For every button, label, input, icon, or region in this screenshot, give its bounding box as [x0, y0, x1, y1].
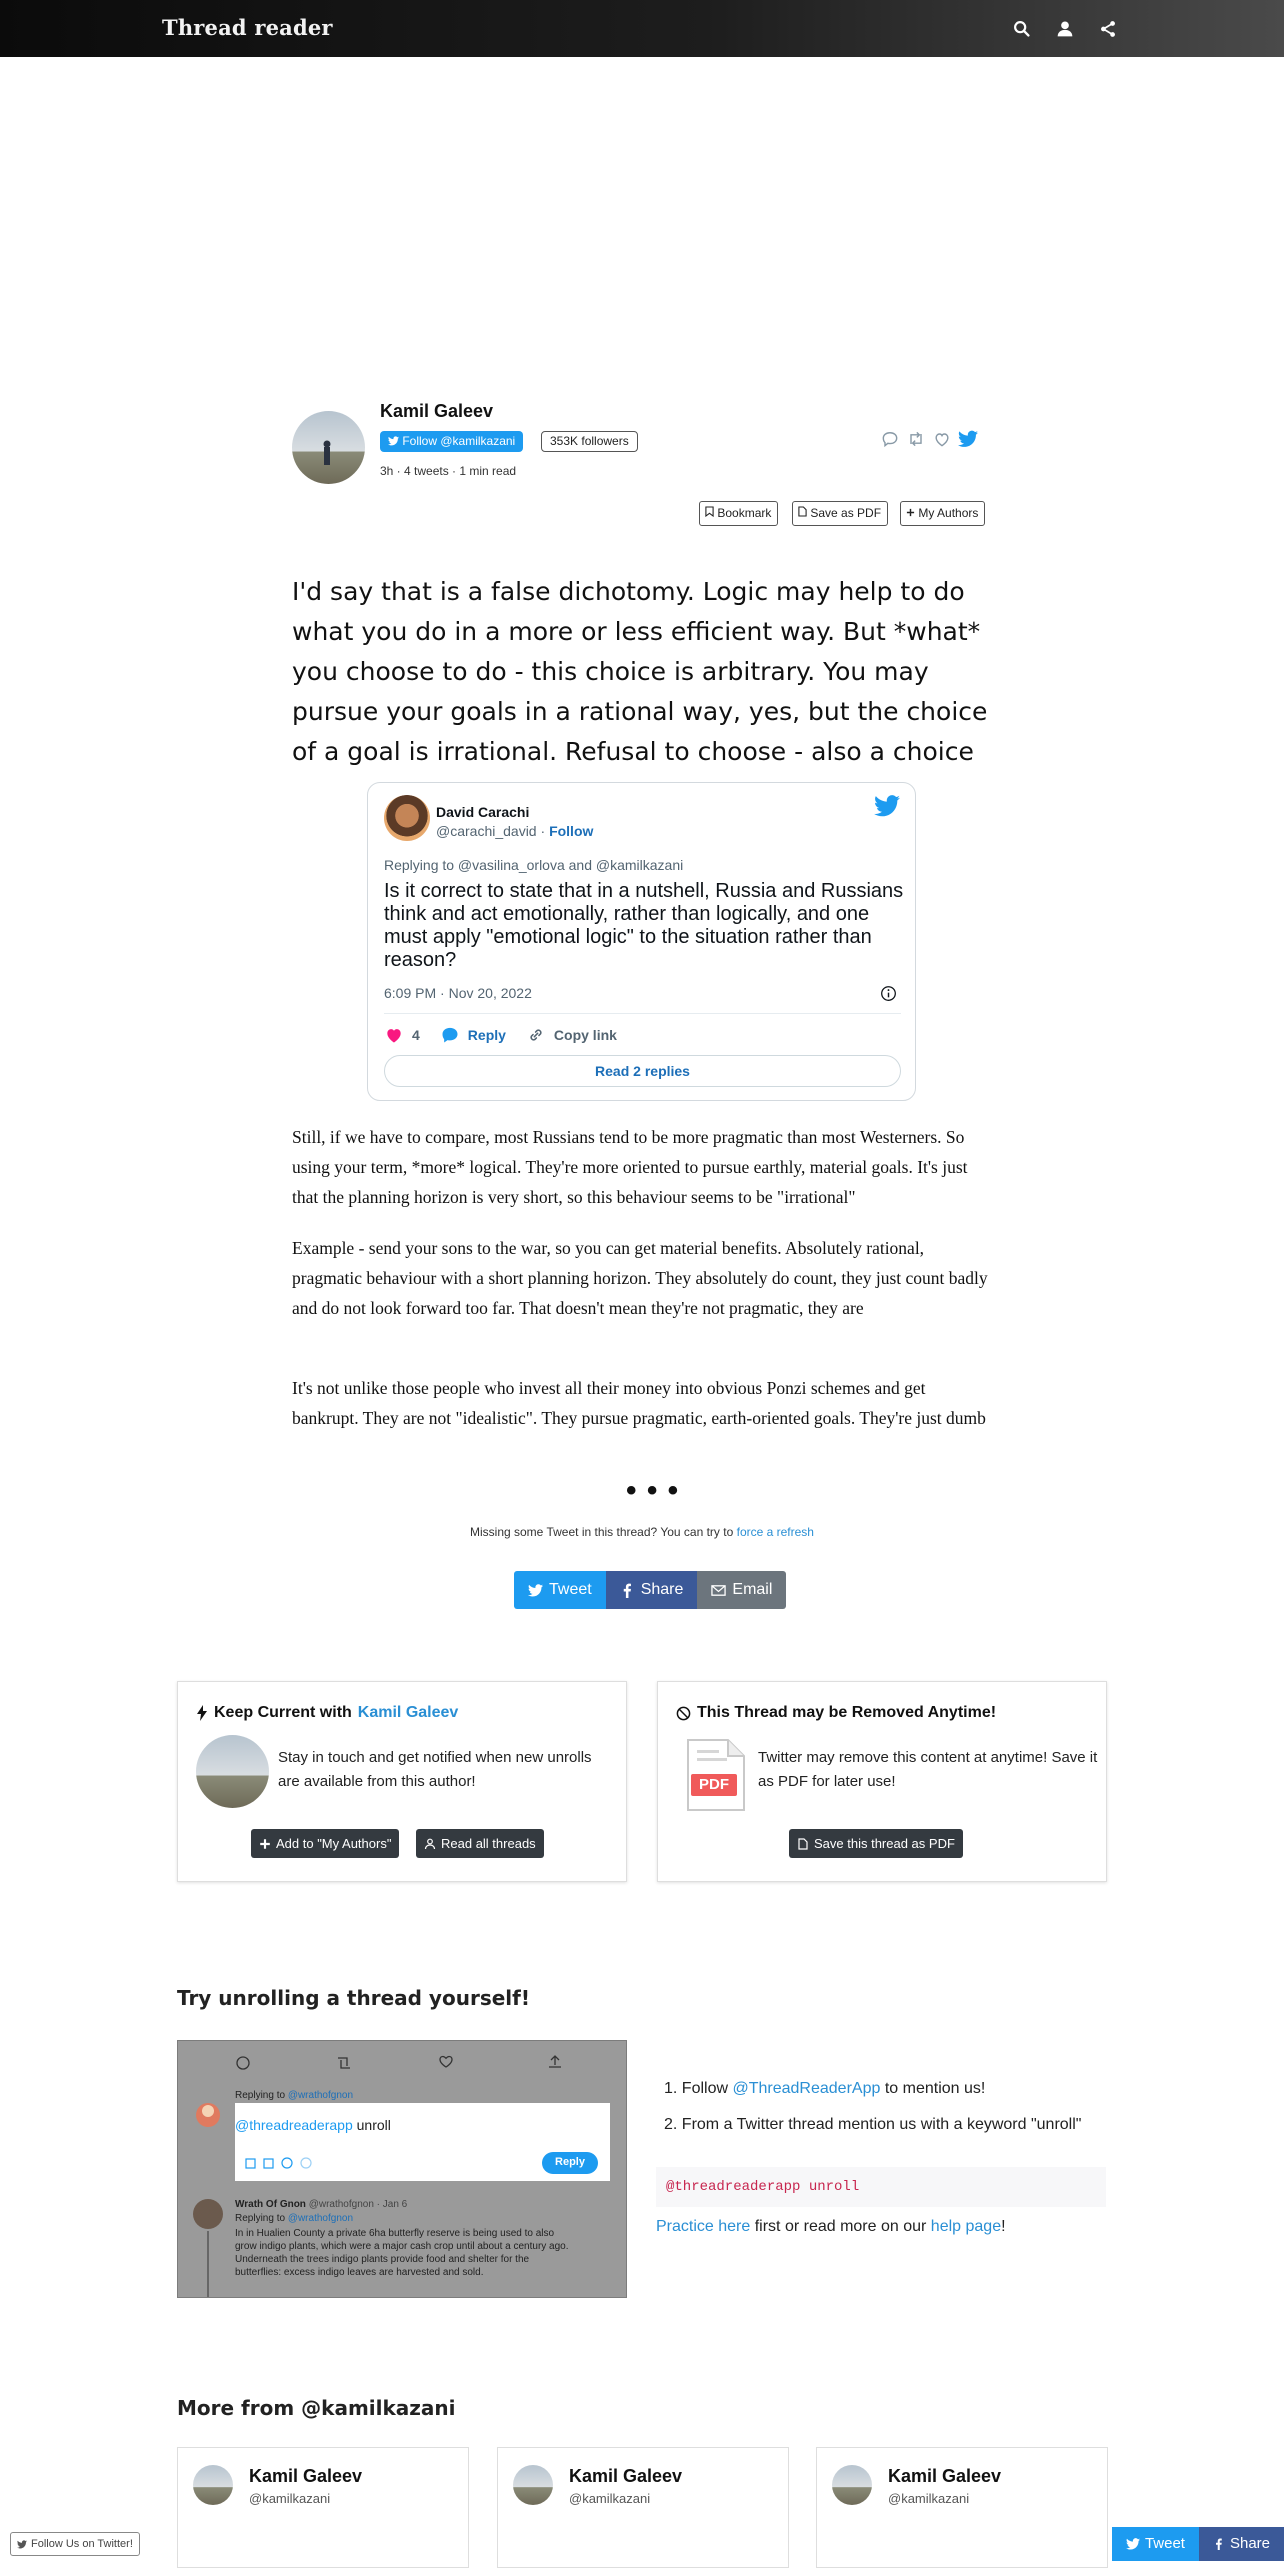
envelope-icon: [711, 1583, 726, 1598]
embedded-reply-button[interactable]: [440, 1025, 506, 1045]
save-pdf-button[interactable]: [792, 501, 888, 526]
demo-author-meta: @wrathofgnon · Jan 6: [308, 2199, 408, 2210]
twitter-bird-icon: [388, 436, 399, 446]
demo-tweet-line: butterflies: excess indigo leaves are harvested and sold.: [235, 2267, 484, 2278]
bookmark-button[interactable]: [699, 501, 778, 526]
tweet-share-button[interactable]: [514, 1571, 606, 1609]
step-1-prefix: Follow: [681, 2080, 729, 2097]
unroll-code-example: @threadreaderapp unroll: [656, 2167, 1106, 2207]
user-icon: [424, 1838, 436, 1850]
pdf-badge-label: PDF: [699, 1776, 729, 1793]
read-all-threads-button[interactable]: [416, 1829, 544, 1858]
tweet-actions: [880, 429, 978, 449]
plus-icon: [906, 508, 915, 517]
keep-current-author-link[interactable]: Kamil Galeev: [357, 1704, 459, 1721]
save-thread-pdf-label: Save this thread as PDF: [814, 1836, 955, 1851]
keep-current-card: [177, 1681, 627, 1882]
reply-icon[interactable]: [880, 429, 900, 449]
my-authors-label: My Authors: [918, 506, 979, 520]
email-share-button[interactable]: [697, 1571, 786, 1609]
keep-current-text: Stay in touch and get notified when new unrolls are available from this author!: [278, 1749, 592, 1790]
removed-warning-title-text: This Thread may be Removed Anytime!: [697, 1704, 997, 1721]
demo-replying-label: Replying to: [235, 2090, 286, 2101]
step-2: 2. From a Twitter thread mention us with a keyword "unroll": [664, 2116, 1082, 2133]
more-card-name: Kamil Galeev: [249, 2466, 363, 2486]
demo-replying-label-2: Replying to: [235, 2213, 286, 2224]
ban-icon: [676, 1706, 691, 1721]
missing-tweet-text: Missing some Tweet in this thread? You can try to: [470, 1525, 734, 1539]
removed-warning-card: [657, 1681, 1107, 1882]
facebook-icon: [1213, 2537, 1225, 2551]
twitter-logo-icon[interactable]: [958, 429, 978, 449]
bottom-share-label: Share: [1229, 2535, 1270, 2552]
thread-meta: 3h · 4 tweets · 1 min read: [380, 464, 517, 478]
bottom-facebook-share-button[interactable]: [1199, 2527, 1284, 2561]
twitter-logo-icon[interactable]: [874, 795, 900, 817]
embedded-tweet-handle-row: [436, 823, 593, 839]
read-all-threads-label: Read all threads: [441, 1836, 536, 1851]
ad-space: [0, 57, 1284, 387]
embedded-tweet-author[interactable]: David Carachi: [436, 804, 530, 820]
pdf-document-icon: [684, 1738, 748, 1812]
facebook-icon: [620, 1583, 635, 1598]
facebook-share-label: Share: [640, 1581, 684, 1598]
more-thread-card[interactable]: [177, 2447, 469, 2568]
my-authors-button[interactable]: [900, 501, 985, 526]
step-1: 1. Follow @ThreadReaderApp to mention us!: [664, 2080, 986, 2097]
pdf-file-icon: [797, 1838, 809, 1850]
author-name[interactable]: Kamil Galeev: [380, 401, 494, 421]
demo-tweet-line: In in Hualien County a private 6ha butterfly reserve is being used to also: [235, 2228, 555, 2239]
embedded-tweet-time[interactable]: 6:09 PM · Nov 20, 2022: [384, 985, 532, 1001]
top-navbar: [0, 0, 1284, 57]
thread-paragraph: It's not unlike those people who invest all their money into obvious Ponzi schemes and get bankrupt. They are not "idealistic". They pursue pragmatic, earth-oriented goals. They're just dumb: [292, 1378, 986, 1428]
twitter-bird-icon: [17, 2540, 27, 2549]
thread-end-ellipsis: • • •: [626, 1474, 680, 1507]
twitter-bird-icon: [528, 1583, 543, 1598]
share-buttons: [514, 1571, 786, 1609]
email-share-label: Email: [732, 1581, 773, 1598]
bookmark-icon: [705, 506, 714, 517]
add-to-my-authors-button[interactable]: [251, 1829, 399, 1858]
like-count: 4: [412, 1027, 420, 1043]
unroll-steps: [664, 2080, 1081, 2134]
unroll-demo-screenshot: [177, 2040, 627, 2298]
demo-replying-row: [235, 2090, 353, 2101]
brand-logo[interactable]: Thread reader: [162, 15, 333, 40]
follow-us-button[interactable]: [10, 2532, 140, 2556]
demo-mention: @threadreaderapp: [235, 2117, 353, 2133]
more-card-name: Kamil Galeev: [569, 2466, 683, 2486]
speech-bubble-icon: [440, 1025, 460, 1045]
twitter-bird-icon: [1126, 2538, 1140, 2550]
divider: [384, 1013, 901, 1014]
add-to-my-authors-label: Add to "My Authors": [276, 1836, 392, 1851]
embedded-replying-to: Replying to @vasilina_orlova and @kamilkazani: [384, 857, 684, 873]
save-pdf-label: Save as PDF: [810, 506, 882, 520]
follow-author-label: Follow @kamilkazani: [402, 434, 516, 448]
author-avatar: [832, 2465, 872, 2505]
demo-tweet-text: [235, 2227, 569, 2279]
help-end: !: [1001, 2218, 1006, 2235]
share-icon[interactable]: [1097, 18, 1119, 40]
copy-link-label: Copy link: [553, 1027, 617, 1043]
demo-tweet-line: Underneath the trees indigo plants provide food and shelter for the: [235, 2254, 530, 2265]
bottom-share-bar: [1112, 2527, 1284, 2561]
demo-author-row: [235, 2199, 407, 2210]
reply-label: Reply: [467, 1027, 506, 1043]
bolt-icon: [196, 1705, 208, 1721]
embedded-tweet[interactable]: [367, 782, 916, 1101]
author-avatar: [193, 2465, 233, 2505]
demo-compose-text: [235, 2117, 391, 2133]
lead-tweet-text: I'd say that is a false dichotomy. Logic may help to do what you do in a more or less efficient way. But *what* you choose to do - this choice is arbitrary. You may pursue your goals in a rational way, yes, but the choice of a goal is irrational. Refusal to choose - also a choice: [292, 577, 988, 766]
help-page-link[interactable]: help page: [930, 2218, 1002, 2235]
more-card-name: Kamil Galeev: [888, 2466, 1002, 2486]
keep-current-prefix: Keep Current with: [214, 1704, 352, 1721]
link-icon: [526, 1025, 546, 1045]
more-card-handle: @kamilkazani: [888, 2491, 970, 2506]
embedded-tweet-handle[interactable]: @carachi_david: [436, 823, 537, 839]
retweet-icon[interactable]: [906, 429, 926, 449]
embedded-tweet-stats: [384, 1024, 637, 1046]
followers-count: 353K followers: [541, 431, 638, 452]
facebook-share-button[interactable]: [606, 1571, 698, 1609]
more-thread-card[interactable]: [497, 2447, 789, 2568]
author-avatar: [196, 1735, 269, 1808]
thread-paragraph: Example - send your sons to the war, so you can get material benefits. Absolutely rational, pragmatic behaviour with a short planning horizon. They absolutely do count, they just count badly and do not look forward too far. That doesn't mean they're not pragmatic, they are: [292, 1238, 988, 1318]
more-thread-card[interactable]: [816, 2447, 1108, 2568]
missing-tweet-notice: [0, 1525, 1284, 1539]
embedded-like-button[interactable]: [384, 1025, 420, 1045]
bookmark-label: Bookmark: [717, 506, 772, 520]
practice-help-text: [656, 2218, 1006, 2236]
embedded-tweet-avatar[interactable]: [384, 795, 430, 841]
step-1-suffix: to mention us!: [884, 2080, 986, 2097]
demo-reply-button: Reply: [555, 2156, 585, 2168]
plus-icon: [259, 1838, 271, 1850]
follow-author-button[interactable]: [380, 431, 523, 452]
user-icon[interactable]: [1054, 18, 1076, 40]
read-replies-button[interactable]: Read 2 replies: [384, 1055, 901, 1087]
bottom-tweet-label: Tweet: [1144, 2535, 1185, 2552]
practice-here-link[interactable]: Practice here: [656, 2218, 751, 2235]
author-avatar[interactable]: [292, 411, 365, 484]
pdf-file-icon: [798, 506, 807, 517]
step-2-text: From a Twitter thread mention us with a keyword "unroll": [681, 2116, 1082, 2133]
bottom-tweet-button[interactable]: [1112, 2527, 1199, 2561]
handle-separator: ·: [536, 823, 550, 839]
more-from-heading: More from @kamilkazani: [177, 2396, 456, 2420]
demo-replying-handle: @wrathofgnon: [287, 2090, 354, 2101]
embedded-copy-link-button[interactable]: [526, 1025, 617, 1045]
embedded-tweet-text: Is it correct to state that in a nutshell, Russia and Russians think and act emotionally, rather than logically, and one must apply "emotional logic" to the situation rather than reason?: [384, 880, 904, 971]
removed-warning-title: [676, 1704, 996, 1722]
practice-mid-text: first or read more on our: [754, 2218, 927, 2235]
info-icon[interactable]: [880, 985, 897, 1002]
demo-author-name: Wrath Of Gnon: [235, 2199, 306, 2210]
heart-icon: [384, 1025, 404, 1045]
tweet-share-label: Tweet: [549, 1581, 592, 1598]
force-refresh-link[interactable]: force a refresh: [736, 1525, 814, 1539]
search-icon[interactable]: [1011, 18, 1033, 40]
save-thread-pdf-button[interactable]: [789, 1829, 963, 1858]
threadreaderapp-link[interactable]: @ThreadReaderApp: [732, 2080, 881, 2097]
removed-warning-text: Twitter may remove this content at anytime! Save it as PDF for later use!: [758, 1749, 1098, 1790]
like-icon[interactable]: [932, 429, 952, 449]
thread-paragraph: Still, if we have to compare, most Russians tend to be more pragmatic than most Westerners. So using your term, *more* logical. They're more oriented to pursue earthly, material goals. It's just that the planning horizon is very short, so this behaviour seems to be "irrational": [292, 1127, 968, 1207]
demo-tweet-line: grow indigo plants, which were a major cash crop until about a century ago.: [235, 2241, 569, 2252]
embedded-follow-link[interactable]: Follow: [549, 823, 594, 839]
demo-replying-row-2: [235, 2213, 353, 2224]
more-card-handle: @kamilkazani: [249, 2491, 331, 2506]
try-unroll-heading: Try unrolling a thread yourself!: [177, 1986, 530, 2010]
demo-unroll-word: unroll: [356, 2117, 391, 2133]
keep-current-title: [196, 1704, 458, 1722]
follow-us-label: Follow Us on Twitter!: [31, 2538, 133, 2550]
more-card-handle: @kamilkazani: [569, 2491, 651, 2506]
demo-replying-handle-2: @wrathofgnon: [287, 2213, 354, 2224]
author-avatar: [513, 2465, 553, 2505]
